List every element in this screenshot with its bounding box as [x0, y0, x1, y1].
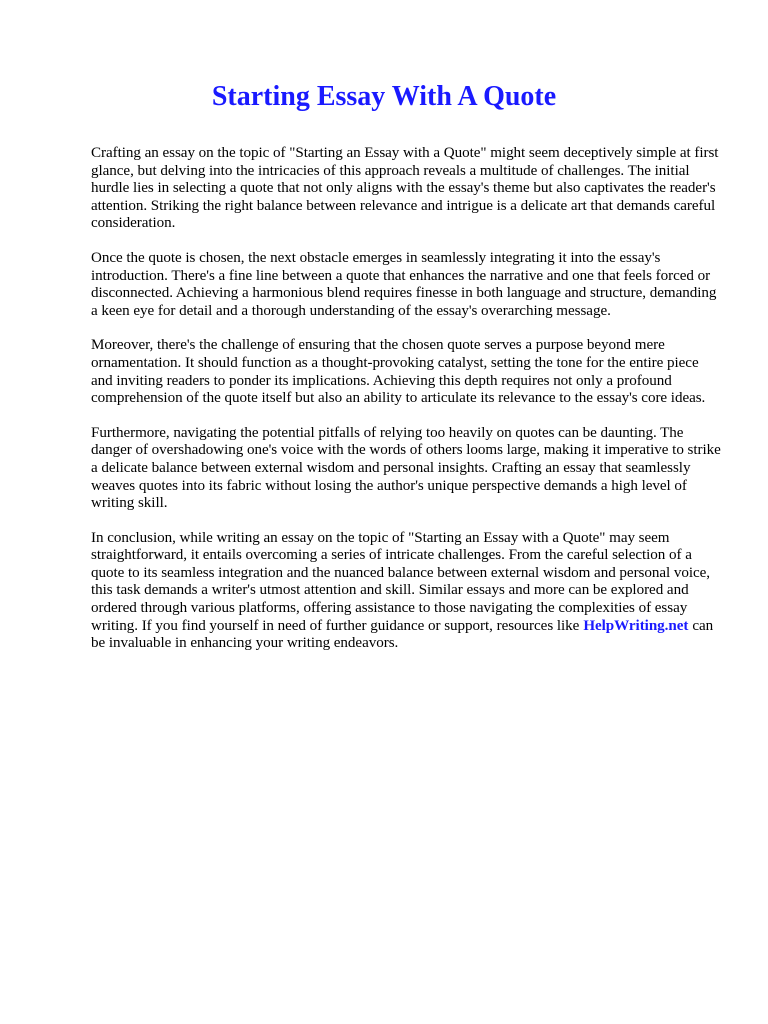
paragraph-2: Once the quote is chosen, the next obstacle emerges in seamlessly integrating it into the essay's introduction. There's a fine line between a quote that enhances the narrative and one that feels forced or disconnected. Achieving a harmonious blend requires finesse in both language and structure, demanding a keen eye for detail and a thorough understanding of the essay's overarching message. [91, 249, 717, 319]
page-title: Starting Essay With A Quote [211, 81, 557, 112]
conclusion-text: In conclusion, while writing an essay on the topic of "Starting an Essay with a Quote" may seem straightforward, it entails overcoming a series of intricate challenges. From the careful selection of a quote to its seamless integration and the nuanced balance between external wisdom and personal voice, this task demands a writer's utmost attention and skill. Similar essays and more can be explored and ordered through various platforms, offering assistance to those navigating the complexities of essay writing. If you find yourself in need of further guidance or support, resources like [91, 529, 711, 634]
helpwriting-link[interactable]: HelpWriting.net [583, 617, 689, 634]
essay-body [91, 145, 721, 670]
conclusion-paragraph [91, 530, 721, 653]
paragraph-1: Crafting an essay on the topic of "Starting an Essay with a Quote" might seem deceptively simple at first glance, but delving into the intricacies of this approach reveals a multitude of challenges. The initial hurdle lies in selecting a quote that not only aligns with the essay's theme but also captivates the reader's attention. Striking the right balance between relevance and intrigue is a delicate art that demands careful consideration. [91, 145, 719, 232]
conclusion-text-end: can be invaluable in enhancing your writing endeavors. [91, 617, 714, 652]
paragraph-3: Moreover, there's the challenge of ensuring that the chosen quote serves a purpose beyond mere ornamentation. It should function as a thought-provoking catalyst, setting the tone for the entire piece and inviting readers to ponder its implications. Achieving this depth requires not only a profound comprehension of the quote itself but also an ability to articulate its relevance to the essay's core ideas. [91, 337, 706, 407]
paragraph-4: Furthermore, navigating the potential pitfalls of relying too heavily on quotes can be daunting. The danger of overshadowing one's voice with the words of others looms large, making it imperative to strike a delicate balance between external wisdom and personal insights. Crafting an essay that seamlessly weaves quotes into its fabric without losing the author's unique perspective demands a high level of writing skill. [91, 424, 721, 512]
